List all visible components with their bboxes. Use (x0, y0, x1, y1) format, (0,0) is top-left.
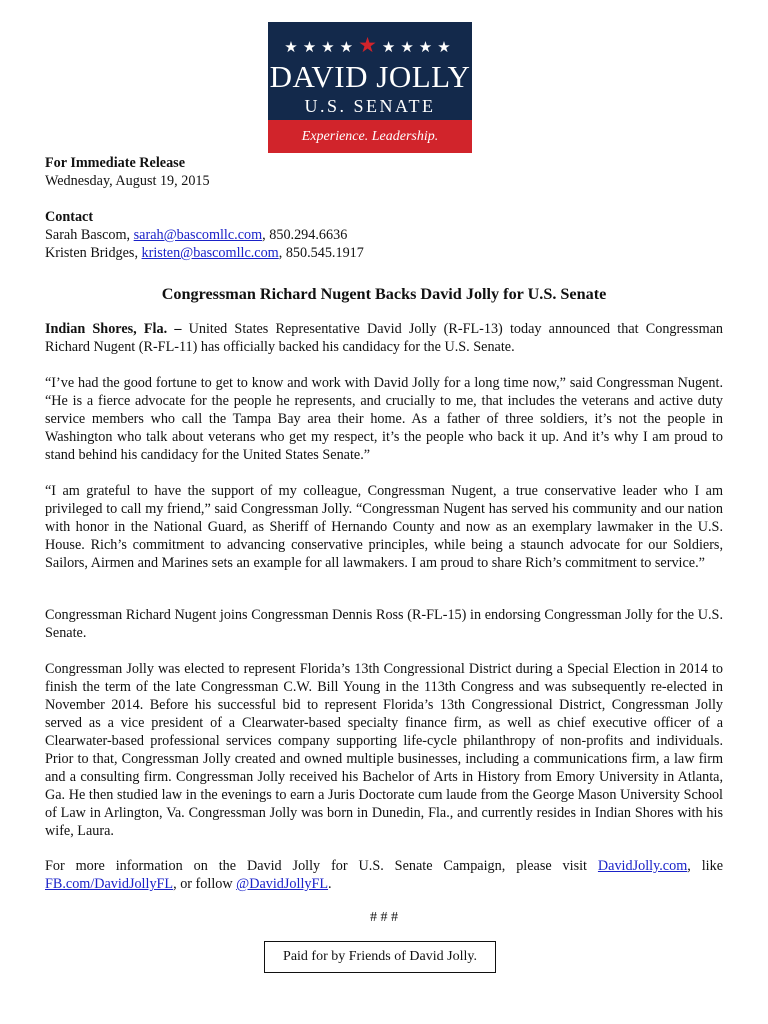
logo-stars (268, 33, 472, 57)
contact-label: Contact (45, 209, 94, 225)
paragraph-6 (45, 857, 723, 893)
contact-email-link[interactable]: kristen@bascomllc.com (141, 245, 279, 261)
paragraph-1-text: United States Representative David Jolly (R-FL-13) today announced that Congressman Richard Nugent (R-FL-11) has officially backed his candidacy for the U.S. Senate. (45, 321, 724, 355)
contact-line-1 (45, 226, 723, 244)
paid-for-disclaimer: Paid for by Friends of David Jolly. (264, 941, 496, 973)
paragraph-2-text: “I’ve had the good fortune to get to know and work with David Jolly for a long time now,” said Congressman Nugent. “He is a fierce advocate for the people he represents, and crucially to me, that includes the veterans and active duty service members who call the Tampa Bay area their home. As a father of three soldiers, it’s not the people in Washington who talk about veterans who get my respect, it’s the people who back it up. And it’s why I am proud to stand behind his candidacy for the United States Senate.” (45, 375, 723, 463)
contact-line-2 (45, 244, 723, 262)
logo-stars-left: ★★★★ (284, 38, 359, 56)
contact-email-link[interactable]: sarah@bascomllc.com (133, 227, 263, 243)
paragraph-6-text: , like (687, 858, 723, 874)
campaign-logo (268, 22, 472, 153)
paragraph-6-text: . (328, 876, 332, 892)
contact-block (45, 208, 723, 262)
release-block (45, 154, 723, 190)
contact-phone: , 850.294.6636 (262, 227, 348, 243)
paragraph-4 (45, 606, 723, 642)
paragraph-5-text: Congressman Jolly was elected to represent Florida’s 13th Congressional District during a Special Election in 2014 to finish the term of the late Congressman C.W. Bill Young in the 113th Congress and was subsequently re-elected in November 2014. Before his successful bid to represent Florida’s 13th Congressional District, Congressman Jolly served as a vice president of a Clearwater-based specialty finance firm, as well as chief executive officer of a Clearwater-based professional services company supporting life-cycle philanthropy of non-profits and individuals. Prior to that, Congressman Jolly created and owned multiple businesses, including a communications firm, a law firm and a consulting firm. Congressman Jolly received his Bachelor of Arts in History from Emory University in Atlanta, Ga. He then studied law in the evenings to earn a Juris Doctorate cum laude from the George Mason University School of Law in Arlington, Va. Congressman Jolly was born in Dunedin, Fla., and currently resides in Indian Shores with his wife, Laura. (45, 661, 723, 839)
release-label: For Immediate Release (45, 155, 185, 171)
paragraph-4-text: Congressman Richard Nugent joins Congressman Dennis Ross (R-FL-15) in endorsing Congressman Jolly for the U.S. Senate. (45, 607, 723, 641)
paragraph-3-text: “I am grateful to have the support of my colleague, Congressman Nugent, a true conservative leader who I am privileged to call my friend,” said Congressman Jolly. “Congressman Nugent has served his community and our nation with honor in the National Guard, as Sheriff of Hernando County and now as an exemplary lawmaker in the U.S. House. Rich’s commitment to advancing conservative principles, while being a staunch advocate for our Soldiers, Sailors, Airmen and Marines sets an example for all lawmakers. I am proud to share Rich’s commitment to service.” (45, 483, 723, 571)
facebook-link[interactable]: FB.com/DavidJollyFL (45, 876, 174, 892)
end-marks: # # # (370, 910, 398, 925)
twitter-link[interactable]: @DavidJollyFL (236, 876, 329, 892)
paragraph-6-text: , or follow (173, 876, 237, 892)
paragraph-6-text: For more information on the David Jolly for U.S. Senate Campaign, please visit (45, 858, 598, 874)
logo-office: U.S. SENATE (304, 96, 436, 116)
paragraph-5 (45, 660, 723, 840)
logo-stars-right: ★★★★ (381, 38, 456, 56)
contact-name: Sarah Bascom, (45, 227, 134, 243)
paragraph-1 (45, 320, 723, 356)
paragraph-2 (45, 374, 723, 464)
logo-red-star-icon: ★ (358, 33, 382, 57)
contact-name: Kristen Bridges, (45, 245, 142, 261)
davidjolly-link[interactable]: DavidJolly.com (597, 858, 688, 874)
logo-name: DAVID JOLLY (269, 59, 471, 94)
paragraph-3 (45, 482, 723, 572)
logo-tagline: Experience. Leadership. (268, 120, 472, 153)
contact-phone: , 850.545.1917 (278, 245, 364, 261)
dateline: Indian Shores, Fla. – (45, 321, 182, 337)
headline: Congressman Richard Nugent Backs David Jolly for U.S. Senate (161, 285, 607, 303)
release-date: Wednesday, August 19, 2015 (45, 173, 210, 189)
